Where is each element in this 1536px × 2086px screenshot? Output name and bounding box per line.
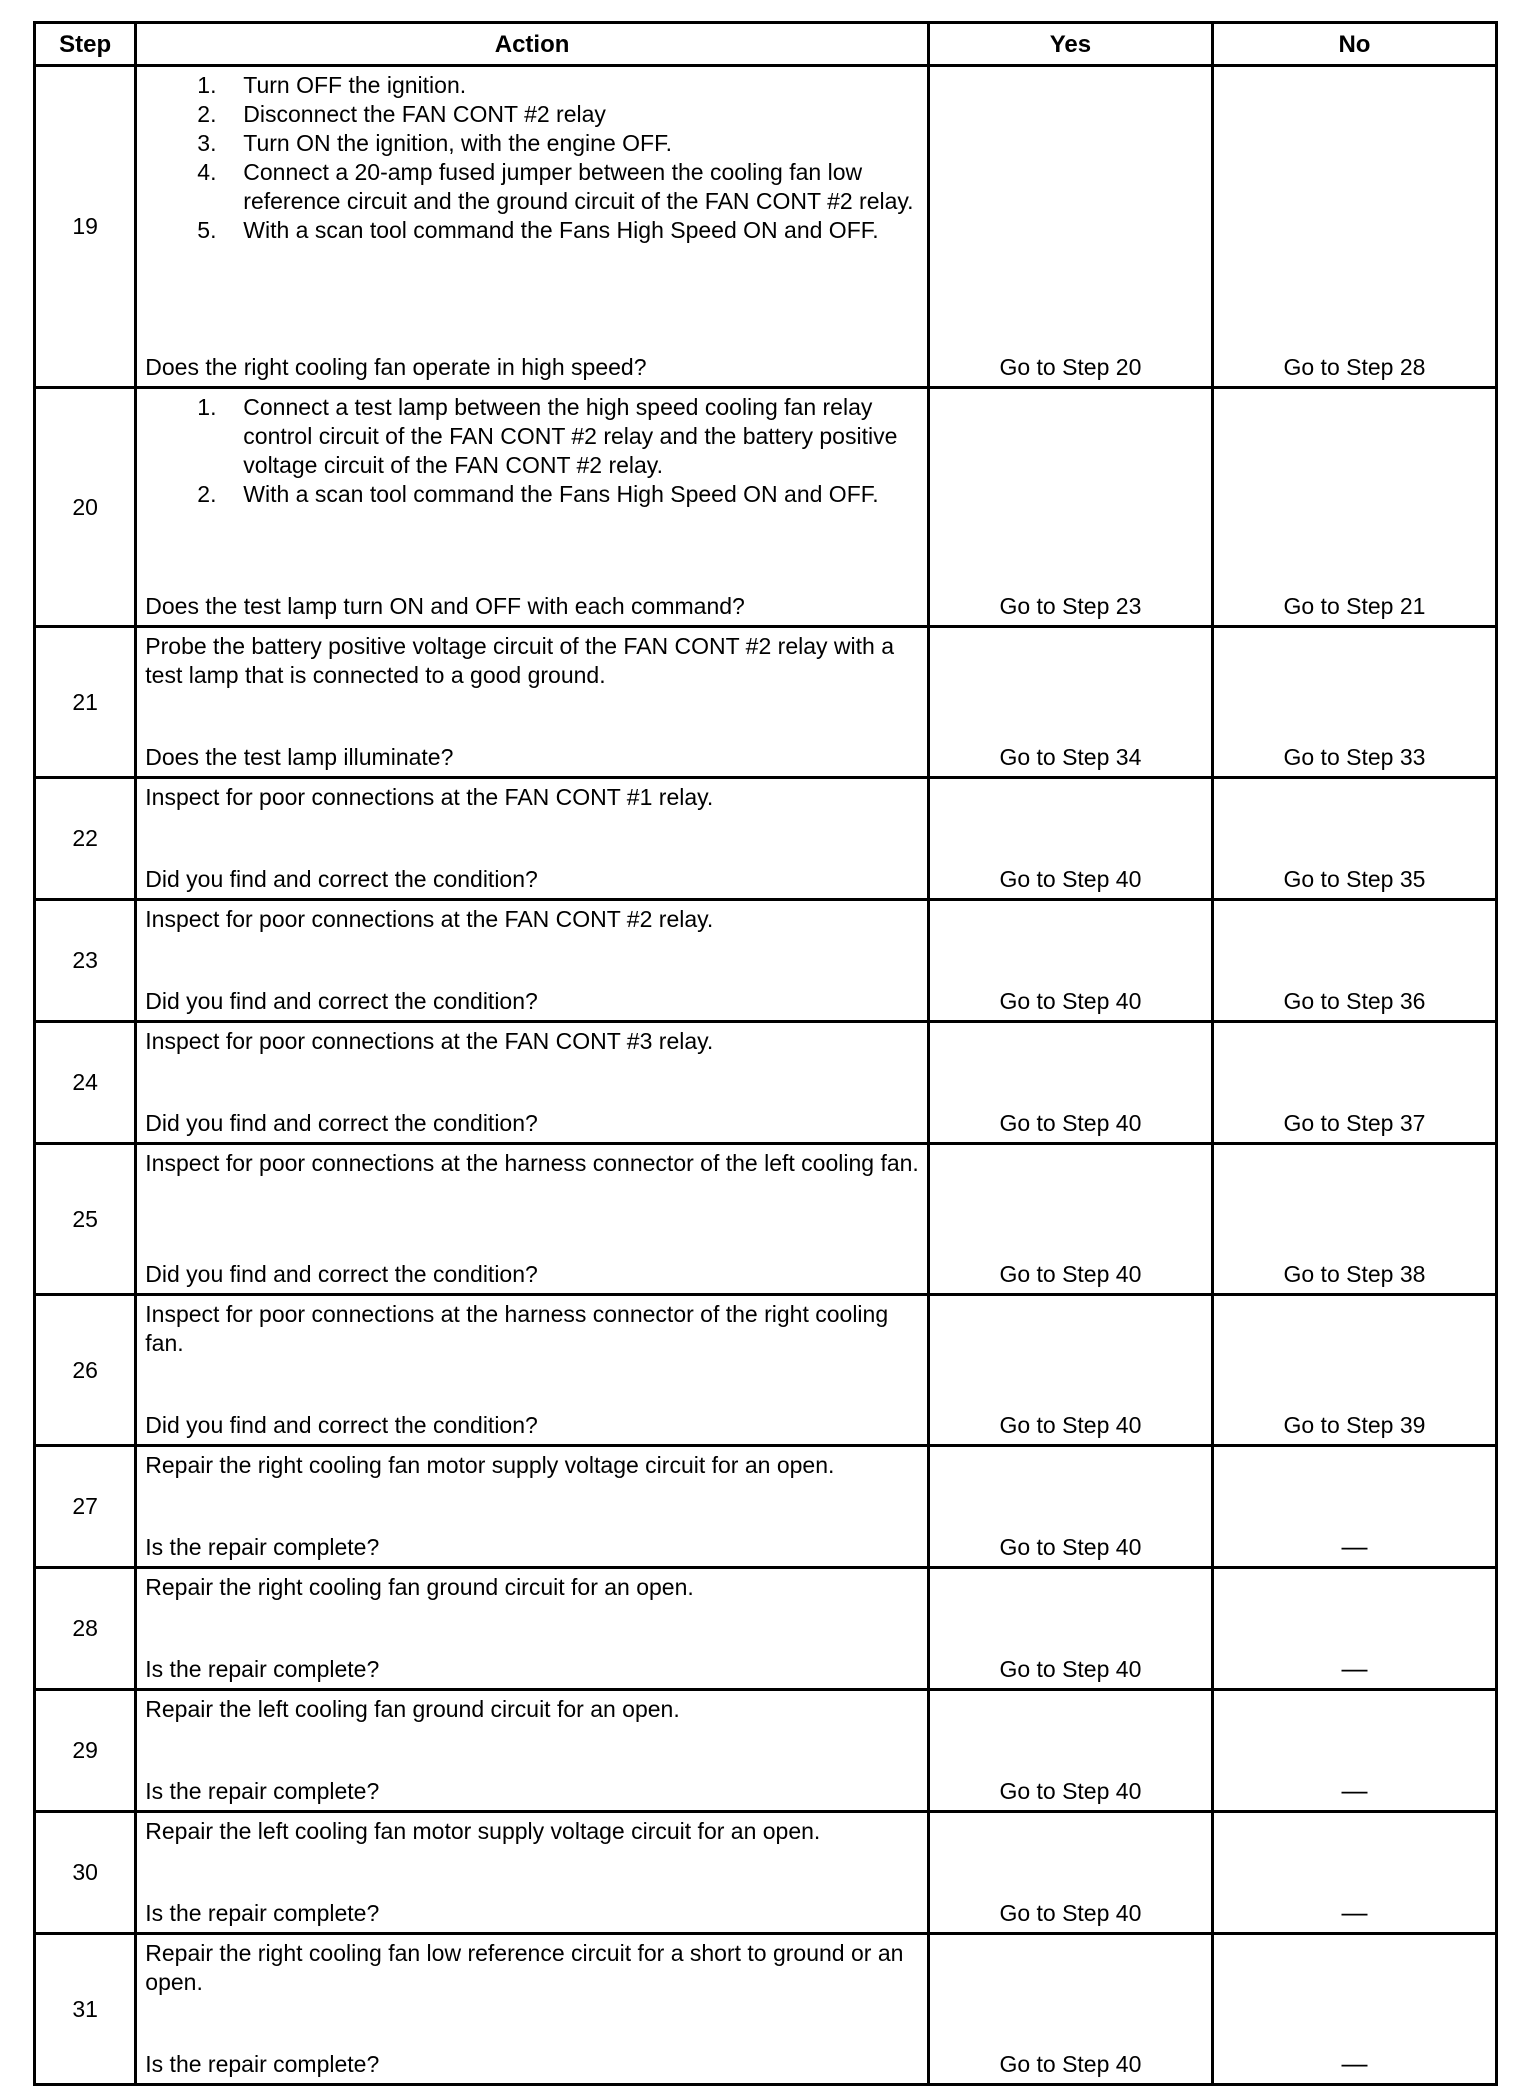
no-result: Go to Step 39 bbox=[1212, 1295, 1496, 1446]
item-text: Turn ON the ignition, with the engine OFF. bbox=[243, 130, 672, 156]
item-number: 1. bbox=[197, 72, 217, 98]
action-cell bbox=[136, 778, 929, 900]
no-result: Go to Step 28 bbox=[1212, 66, 1496, 388]
item-number: 3. bbox=[197, 130, 217, 156]
no-result: Go to Step 35 bbox=[1212, 778, 1496, 900]
yes-result: Go to Step 40 bbox=[928, 1690, 1212, 1812]
action-description: Repair the left cooling fan ground circuit for an open. bbox=[145, 1696, 680, 1722]
action-description: Probe the battery positive voltage circuit of the FAN CONT #2 relay with a test lamp that is connected to a good ground. bbox=[145, 633, 894, 688]
header-yes: Yes bbox=[928, 23, 1212, 66]
dash-mark: — bbox=[1341, 1531, 1368, 1561]
table-row bbox=[35, 900, 1497, 1022]
yes-result: Go to Step 23 bbox=[928, 388, 1212, 627]
action-cell bbox=[136, 66, 929, 388]
table-row bbox=[35, 1446, 1497, 1568]
action-description: Repair the left cooling fan motor supply voltage circuit for an open. bbox=[145, 1818, 821, 1844]
item-number: 2. bbox=[197, 481, 217, 507]
table-row bbox=[35, 388, 1497, 627]
question-text: Did you find and correct the condition? bbox=[145, 1412, 538, 1438]
step-number: 29 bbox=[35, 1690, 136, 1812]
header-action: Action bbox=[136, 23, 929, 66]
header-step: Step bbox=[35, 23, 136, 66]
table-row bbox=[35, 1295, 1497, 1446]
step-number: 20 bbox=[35, 388, 136, 627]
no-result: Go to Step 33 bbox=[1212, 627, 1496, 778]
action-cell bbox=[136, 1690, 929, 1812]
question-text: Did you find and correct the condition? bbox=[145, 866, 538, 892]
item-number: 2. bbox=[197, 101, 217, 127]
dash-mark: — bbox=[1341, 1897, 1368, 1927]
step-number: 31 bbox=[35, 1934, 136, 2085]
question-text: Is the repair complete? bbox=[145, 1656, 380, 1682]
item-number: 1. bbox=[197, 394, 217, 420]
question-text: Is the repair complete? bbox=[145, 1778, 380, 1804]
step-number: 27 bbox=[35, 1446, 136, 1568]
no-result bbox=[1212, 1812, 1496, 1934]
header-no: No bbox=[1212, 23, 1496, 66]
item-text: Disconnect the FAN CONT #2 relay bbox=[243, 101, 606, 127]
step-number: 24 bbox=[35, 1022, 136, 1144]
list-item bbox=[197, 129, 919, 158]
question-text: Did you find and correct the condition? bbox=[145, 988, 538, 1014]
item-text: Connect a test lamp between the high speed cooling fan relay control circuit of the FAN CONT #2 relay and the battery positive voltage circuit of the FAN CONT #2 relay. bbox=[243, 394, 898, 478]
yes-result: Go to Step 40 bbox=[928, 1295, 1212, 1446]
list-item bbox=[197, 393, 919, 480]
question-text: Did you find and correct the condition? bbox=[145, 1261, 538, 1287]
step-number: 22 bbox=[35, 778, 136, 900]
action-cell bbox=[136, 1812, 929, 1934]
yes-result: Go to Step 40 bbox=[928, 900, 1212, 1022]
no-result bbox=[1212, 1690, 1496, 1812]
action-cell bbox=[136, 1144, 929, 1295]
action-cell bbox=[136, 900, 929, 1022]
action-description: Inspect for poor connections at the FAN CONT #3 relay. bbox=[145, 1028, 714, 1054]
dash-mark: — bbox=[1341, 1653, 1368, 1683]
list-item bbox=[197, 100, 919, 129]
table-row bbox=[35, 1934, 1497, 2085]
question-text: Is the repair complete? bbox=[145, 1900, 380, 1926]
no-result bbox=[1212, 1446, 1496, 1568]
table-row bbox=[35, 1568, 1497, 1690]
question-text: Did you find and correct the condition? bbox=[145, 1110, 538, 1136]
yes-result: Go to Step 40 bbox=[928, 1812, 1212, 1934]
yes-result: Go to Step 20 bbox=[928, 66, 1212, 388]
table-row bbox=[35, 1690, 1497, 1812]
list-item bbox=[197, 216, 919, 245]
action-description: Repair the right cooling fan ground circuit for an open. bbox=[145, 1574, 694, 1600]
item-number: 5. bbox=[197, 217, 217, 243]
diagnostic-table bbox=[33, 21, 1498, 2086]
action-cell bbox=[136, 1568, 929, 1690]
table-row bbox=[35, 1022, 1497, 1144]
no-result: Go to Step 38 bbox=[1212, 1144, 1496, 1295]
step-number: 19 bbox=[35, 66, 136, 388]
table-row bbox=[35, 66, 1497, 388]
action-description: Inspect for poor connections at the harness connector of the left cooling fan. bbox=[145, 1150, 919, 1176]
table-row bbox=[35, 778, 1497, 900]
item-text: Connect a 20-amp fused jumper between the cooling fan low reference circuit and the ground circuit of the FAN CONT #2 relay. bbox=[243, 159, 914, 214]
list-item bbox=[197, 71, 919, 100]
item-text: Turn OFF the ignition. bbox=[243, 72, 467, 98]
action-cell bbox=[136, 627, 929, 778]
no-result bbox=[1212, 1568, 1496, 1690]
step-number: 23 bbox=[35, 900, 136, 1022]
dash-mark: — bbox=[1341, 1775, 1368, 1805]
step-number: 21 bbox=[35, 627, 136, 778]
action-cell bbox=[136, 1446, 929, 1568]
action-cell bbox=[136, 388, 929, 627]
action-cell bbox=[136, 1934, 929, 2085]
yes-result: Go to Step 40 bbox=[928, 1934, 1212, 2085]
action-cell bbox=[136, 1295, 929, 1446]
no-result: Go to Step 21 bbox=[1212, 388, 1496, 627]
step-number: 26 bbox=[35, 1295, 136, 1446]
step-number: 28 bbox=[35, 1568, 136, 1690]
action-description: Inspect for poor connections at the FAN CONT #1 relay. bbox=[145, 784, 714, 810]
list-item bbox=[197, 158, 919, 216]
question-text: Does the right cooling fan operate in high speed? bbox=[145, 354, 647, 380]
question-text: Is the repair complete? bbox=[145, 1534, 380, 1560]
question-text: Is the repair complete? bbox=[145, 2051, 380, 2077]
yes-result: Go to Step 34 bbox=[928, 627, 1212, 778]
question-text: Does the test lamp illuminate? bbox=[145, 744, 454, 770]
yes-result: Go to Step 40 bbox=[928, 1568, 1212, 1690]
list-item bbox=[197, 480, 919, 509]
action-cell bbox=[136, 1022, 929, 1144]
no-result: Go to Step 36 bbox=[1212, 900, 1496, 1022]
dash-mark: — bbox=[1341, 2048, 1368, 2078]
procedure-list bbox=[145, 393, 919, 509]
item-text: With a scan tool command the Fans High Speed ON and OFF. bbox=[243, 217, 879, 243]
action-description: Inspect for poor connections at the FAN CONT #2 relay. bbox=[145, 906, 714, 932]
yes-result: Go to Step 40 bbox=[928, 1022, 1212, 1144]
step-number: 25 bbox=[35, 1144, 136, 1295]
header-row bbox=[35, 23, 1497, 66]
action-description: Repair the right cooling fan motor supply voltage circuit for an open. bbox=[145, 1452, 835, 1478]
yes-result: Go to Step 40 bbox=[928, 1144, 1212, 1295]
no-result: Go to Step 37 bbox=[1212, 1022, 1496, 1144]
item-text: With a scan tool command the Fans High Speed ON and OFF. bbox=[243, 481, 879, 507]
step-number: 30 bbox=[35, 1812, 136, 1934]
no-result bbox=[1212, 1934, 1496, 2085]
action-description: Repair the right cooling fan low reference circuit for a short to ground or an open. bbox=[145, 1940, 904, 1995]
yes-result: Go to Step 40 bbox=[928, 1446, 1212, 1568]
yes-result: Go to Step 40 bbox=[928, 778, 1212, 900]
question-text: Does the test lamp turn ON and OFF with each command? bbox=[145, 593, 745, 619]
table-row bbox=[35, 1144, 1497, 1295]
procedure-list bbox=[145, 71, 919, 245]
action-description: Inspect for poor connections at the harness connector of the right cooling fan. bbox=[145, 1301, 889, 1356]
table-row bbox=[35, 627, 1497, 778]
table-row bbox=[35, 1812, 1497, 1934]
item-number: 4. bbox=[197, 159, 217, 185]
